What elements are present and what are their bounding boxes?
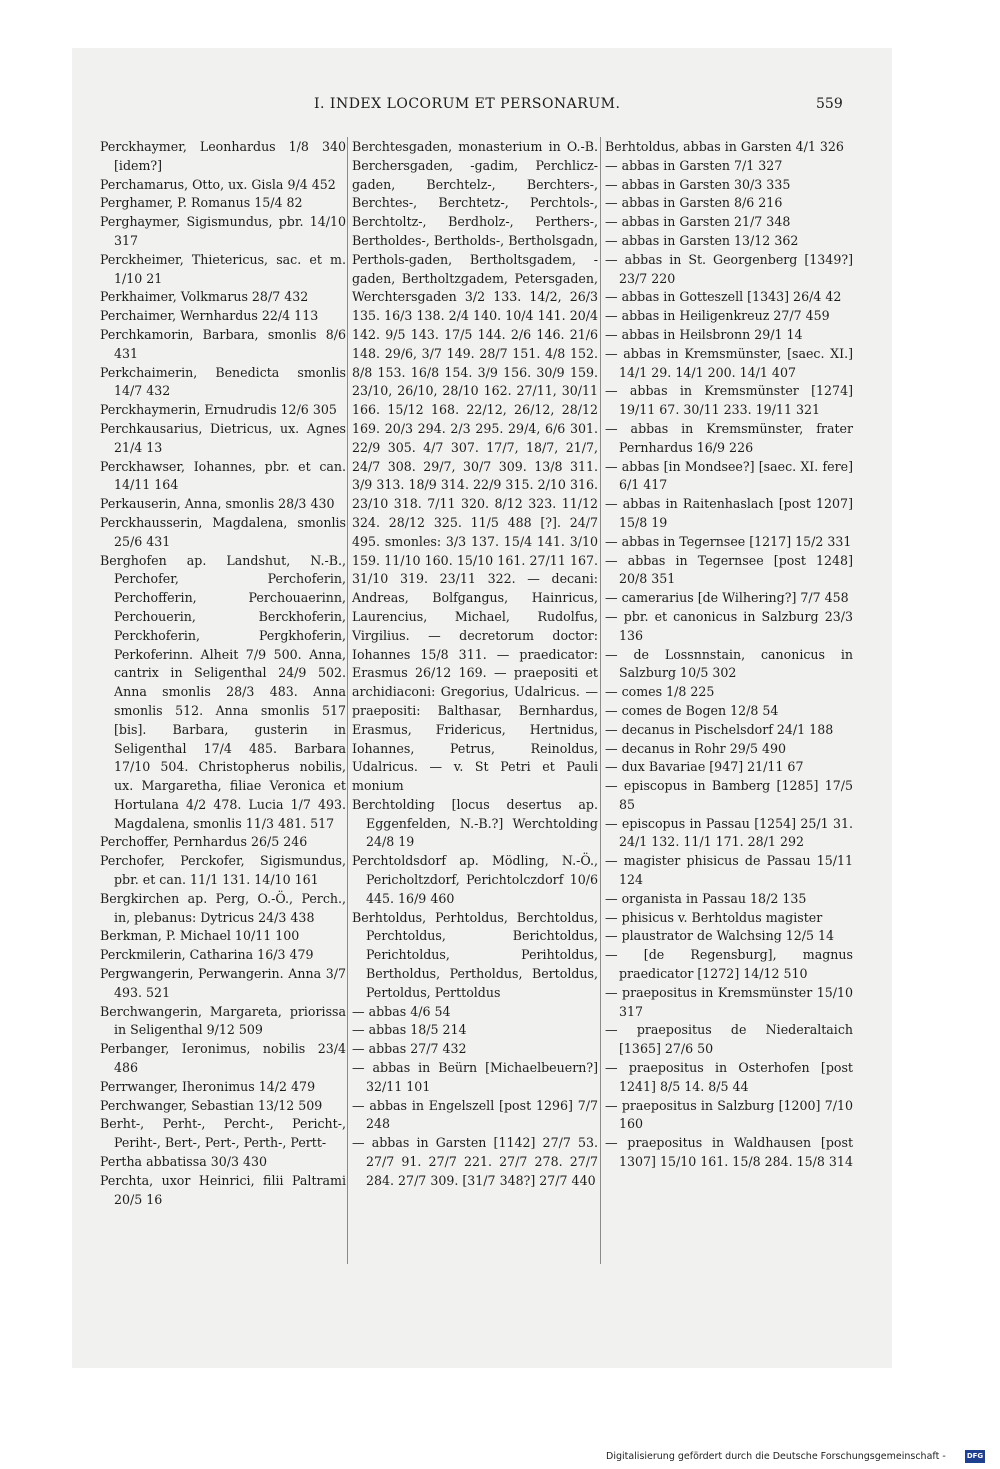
- index-entry: Perchwanger, Sebastian 13/12 509: [100, 1097, 323, 1113]
- index-entry: — abbas in Kremsmünster, frater Pernhardus 16/9 226: [605, 420, 853, 455]
- index-entry: Perchaimer, Wernhardus 22/4 113: [100, 308, 319, 324]
- index-entry: — pbr. et canonicus in Salzburg 23/3 136: [605, 608, 853, 643]
- index-entry: — abbas in Garsten 21/7 348: [605, 214, 791, 230]
- index-entry: Perrwanger, Iheronimus 14/2 479: [100, 1078, 316, 1094]
- index-entry: — abbas in Heiligenkreuz 27/7 459: [605, 308, 830, 324]
- index-entry: Perckhawser, Iohannes, pbr. et can. 14/11 164: [100, 458, 346, 493]
- index-entry: — praepositus in Waldhausen [post 1307] 15/10 161. 15/8 284. 15/8 314: [605, 1135, 853, 1170]
- index-entry: Berchtolding [locus desertus ap. Eggenfelden, N.-B.?] Werchtolding 24/8 19: [352, 796, 598, 850]
- index-entry: Berchwangerin, Margareta, priorissa in Seligenthal 9/12 509: [100, 1003, 346, 1038]
- index-entry: — abbas 4/6 54: [352, 1003, 451, 1019]
- index-entry: — abbas in Garsten [1142] 27/7 53. 27/7 91. 27/7 221. 27/7 278. 27/7 284. 27/7 309. [31/7 348?] 27/7 440: [352, 1135, 598, 1188]
- index-entry: Perchofer, Perckofer, Sigismundus, pbr. et can. 11/1 131. 14/10 161: [100, 853, 346, 888]
- index-entry: — praepositus in Salzburg [1200] 7/10 160: [605, 1097, 853, 1132]
- index-entry: — abbas in Garsten 30/3 335: [605, 176, 791, 192]
- index-entry: Perchkamorin, Barbara, smonlis 8/6 431: [100, 326, 346, 361]
- index-entry: Perchoffer, Pernhardus 26/5 246: [100, 834, 308, 850]
- index-entry: — [de Regensburg], magnus praedicator [1272] 14/12 510: [605, 947, 853, 982]
- index-entry: — praepositus in Osterhofen [post 1241] 8/5 14. 8/5 44: [605, 1060, 853, 1094]
- index-entry: Perkhaimer, Volkmarus 28/7 432: [100, 289, 309, 305]
- index-entry: — episcopus in Bamberg [1285] 17/5 85: [605, 778, 853, 812]
- index-entry: — abbas 18/5 214: [352, 1022, 467, 1038]
- index-entry: — praepositus in Kremsmünster 15/10 317: [605, 984, 853, 1019]
- index-entry: Berchtesgaden, monasterium in O.-B. Berchersgaden, -gadim, Perchlicz-gaden, Berchtelz-, Berchters-, Berchtes-, Berchtetz-, Perchtols-, Berchtoltz-, Berdholz-, Perthers-, Bertholdes-, Bertholds-, Bertholsgadn, Perthols-gaden, Bertholtsgadem, -gaden, Bertholtzgadem, Petersgaden, Werchtersgaden 3/2 133. 14/2, 26/3 135. 16/3 138. 2/4 140. 10/4 141. 20/4 142. 9/5 143. 17/5 144. 2/6 146. 21/6 148. 29/6, 3/7 149. 28/7 151. 4/8 152. 8/8 153. 16/8 154. 3/9 156. 30/9 159. 23/10, 26/10, 28/10 162. 27/11, 30/11 166. 15/12 168. 22/12, 26/12, 28/12 169. 20/3 294. 2/3 295. 29/4, 6/6 301. 22/9 305. 4/7 307. 17/7, 18/7, 21/7, 24/7 308. 29/7, 30/7 309. 13/8 311. 3/9 313. 18/9 314. 22/9 315. 2/10 316. 23/10 318. 7/11 320. 8/12 323. 11/12 324. 28/12 325. 11/5 488 [?]. 24/7 495. smonles: 3/3 137. 15/4 141. 3/10 159. 11/10 160. 15/10 161. 27/11 167. 31/10 319. 23/11 322. — decani: Andreas, Bolfgangus, Hainricus, Laurencius, Michael, Rudolfus, Virgilius. — decretorum doctor: Iohannes 15/8 311. — praedicator: Erasmus 26/12 169. — praepositi et archidiaconi: Gregorius, Udalricus. — praepositi: Balthasar, Bernhardus, Erasmus, Fridericus, Hertnidus, Iohannes, Petrus, Reinoldus, Udalricus. — v. St Petri et Pauli monium: [352, 139, 598, 794]
- index-entry: — praepositus de Niederaltaich [1365] 27/6 50: [605, 1022, 853, 1057]
- index-entry: — plaustrator de Walchsing 12/5 14: [605, 928, 835, 944]
- index-entry: Berghofen ap. Landshut, N.-B., Perchofer, Perchoferin, Perchofferin, Perchouaerinn, Perchouerin, Berckhoferin, Perckhoferin, Pergkhoferin, Perkoferinn. Alheit 7/9 500. Anna, cantrix in Seligenthal 24/9 502. Anna smonlis 28/3 483. Anna smonlis 512. Anna smonlis 517 [bis]. Barbara, gusterin in Seligenthal 17/4 485. Barbara 17/10 504. Christopherus nobilis, ux. Margaretha, filiae Veronica et Hortulana 4/2 478. Lucia 1/7 493. Magdalena, smonlis 11/3 481. 517: [100, 552, 346, 831]
- index-entry: Perbanger, Ieronimus, nobilis 23/4 486: [100, 1041, 346, 1076]
- index-entry: — dux Bavariae [947] 21/11 67: [605, 759, 804, 775]
- index-entry: Perghaymer, Sigismundus, pbr. 14/10 317: [100, 214, 346, 248]
- index-entry: Perchamarus, Otto, ux. Gisla 9/4 452: [100, 176, 336, 192]
- index-entry: Perchta, uxor Heinrici, filii Paltrami 20/5 16: [100, 1172, 346, 1207]
- index-entry: — abbas in Heilsbronn 29/1 14: [605, 326, 803, 342]
- index-entry: Perckhaymerin, Ernudrudis 12/6 305: [100, 402, 337, 418]
- index-entry: Perchtoldsdorf ap. Mödling, N.-Ö., Pericholtzdorf, Perichtolczdorf 10/6 445. 16/9 460: [352, 853, 598, 906]
- index-entry: Perckhaymer, Leonhardus 1/8 340 [idem?]: [100, 139, 346, 173]
- index-entry: — episcopus in Passau [1254] 25/1 31. 24/1 132. 11/1 171. 28/1 292: [605, 815, 853, 850]
- index-entry: — abbas in Garsten 8/6 216: [605, 195, 783, 211]
- index-entry: Berhtoldus, abbas in Garsten 4/1 326: [605, 139, 844, 154]
- index-entry: — organista in Passau 18/2 135: [605, 890, 807, 906]
- index-entry: — abbas in Tegernsee [1217] 15/2 331: [605, 533, 852, 549]
- index-entry: — abbas in Engelszell [post 1296] 7/7 248: [352, 1097, 598, 1132]
- dfg-logo: DFG: [965, 1450, 985, 1463]
- index-entry: — abbas in Raitenhaslach [post 1207] 15/8 19: [605, 496, 853, 530]
- index-entry: — abbas in Tegernsee [post 1248] 20/8 351: [605, 552, 853, 587]
- digitization-credit: Digitalisierung gefördert durch die Deutsche Forschungsgemeinschaft -: [606, 1451, 946, 1462]
- index-entry: — magister phisicus de Passau 15/11 124: [605, 853, 853, 888]
- index-entry: Berhtoldus, Perhtoldus, Berchtoldus, Perchtoldus, Berichtoldus, Perichtoldus, Perihtoldus, Bertholdus, Pertholdus, Bertoldus, Pertoldus, Perttoldus: [352, 909, 598, 1000]
- index-entry: Perkchaimerin, Benedicta smonlis 14/7 432: [100, 364, 346, 399]
- index-entry: Pergwangerin, Perwangerin. Anna 3/7 493. 521: [100, 966, 346, 1000]
- index-entry: — comes 1/8 225: [605, 684, 715, 700]
- running-head: I. INDEX LOCORUM ET PERSONARUM.: [314, 96, 621, 112]
- index-entry: Perckheimer, Thietericus, sac. et m. 1/10 21: [100, 251, 346, 286]
- index-entry: — abbas in Gotteszell [1343] 26/4 42: [605, 289, 842, 305]
- index-entry: — comes de Bogen 12/8 54: [605, 702, 779, 718]
- page-number: 559: [816, 96, 843, 112]
- index-entry: — decanus in Rohr 29/5 490: [605, 740, 787, 756]
- index-entry: Perkauserin, Anna, smonlis 28/3 430: [100, 496, 335, 512]
- index-entry: — abbas in St. Georgenberg [1349?] 23/7 220: [605, 251, 853, 286]
- index-entry: — abbas in Garsten 13/12 362: [605, 232, 799, 248]
- index-entry: Bergkirchen ap. Perg, O.-Ö., Perch., in, plebanus: Dytricus 24/3 438: [100, 890, 346, 925]
- index-entry: Berht-, Perht-, Percht-, Pericht-, Periht-, Bert-, Pert-, Perth-, Pertt-: [100, 1116, 346, 1151]
- index-entry: Berkman, P. Michael 10/11 100: [100, 928, 300, 944]
- index-entry: — camerarius [de Wilhering?] 7/7 458: [605, 590, 849, 606]
- index-column-2: [352, 138, 598, 1191]
- index-column-1: [100, 138, 346, 1209]
- index-entry: Perckhausserin, Magdalena, smonlis 25/6 431: [100, 514, 346, 549]
- index-entry: — decanus in Pischelsdorf 24/1 188: [605, 721, 834, 737]
- index-entry: — phisicus v. Berhtoldus magister: [605, 909, 823, 925]
- index-entry: — abbas [in Mondsee?] [saec. XI. fere] 6/1 417: [605, 458, 853, 493]
- index-entry: Perckmilerin, Catharina 16/3 479: [100, 947, 314, 963]
- index-entry: Perchkausarius, Dietricus, ux. Agnes 21/4 13: [100, 420, 346, 455]
- index-entry: Pertha abbatissa 30/3 430: [100, 1154, 268, 1170]
- index-column-3: [605, 138, 853, 1172]
- index-entry: — de Lossnnstain, canonicus in Salzburg 10/5 302: [605, 646, 853, 681]
- column-rule: [347, 137, 348, 1264]
- index-entry: — abbas in Kremsmünster, [saec. XI.] 14/1 29. 14/1 200. 14/1 407: [605, 345, 853, 380]
- index-entry: — abbas in Garsten 7/1 327: [605, 157, 783, 173]
- index-entry: — abbas in Beürn [Michaelbeuern?] 32/11 101: [352, 1060, 598, 1094]
- index-entry: — abbas 27/7 432: [352, 1041, 467, 1057]
- index-entry: Perghamer, P. Romanus 15/4 82: [100, 195, 303, 211]
- column-rule: [600, 137, 601, 1264]
- index-entry: — abbas in Kremsmünster [1274] 19/11 67. 30/11 233. 19/11 321: [605, 383, 853, 418]
